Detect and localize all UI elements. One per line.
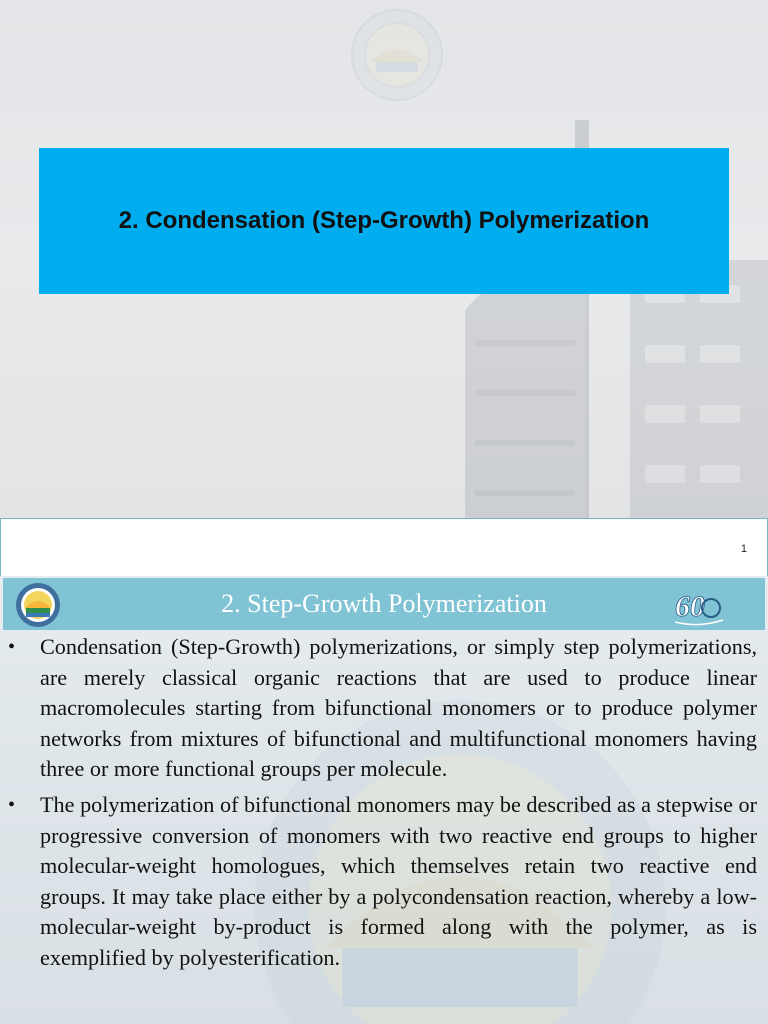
bullet-marker: •	[8, 636, 16, 658]
bullet-text: The polymerization of bifunctional monomers may be described as a stepwise or progressive conversion of monomers with two reactive end groups to higher molecular-weight homologues, which themselves retain two reactive end groups. It may take place either by a polycondensation reaction, whereby a low-molecular-weight by-product is formed along with the polymer, as is exemplified by polyesterification.	[40, 791, 757, 970]
slide-title: 2. Condensation (Step-Growth) Polymerization	[118, 207, 650, 234]
notes-area	[0, 518, 768, 577]
slide-heading: 2. Step-Growth Polymerization	[221, 589, 547, 618]
bullet-list	[0, 632, 768, 974]
anniversary-60-logo-icon	[671, 582, 727, 628]
page-number: 1	[740, 543, 747, 555]
title-box	[39, 148, 729, 294]
bullet-text: Condensation (Step-Growth) polymerizations, or simply step polymerizations, are merely classical organic reactions that are used to produce linear macromolecules starting from bifunctional monomers or to produce polymer networks from mixtures of bifunctional and multifunctional monomers having three or more functional groups per molecule.	[40, 634, 757, 782]
svg-text:60: 60	[675, 590, 705, 623]
faded-seal-icon	[350, 8, 444, 102]
content-slide	[0, 576, 768, 1024]
slide-header-bar	[3, 578, 765, 630]
bullet-item	[0, 790, 768, 974]
bullet-item	[0, 632, 768, 785]
bullet-marker: •	[8, 793, 16, 816]
